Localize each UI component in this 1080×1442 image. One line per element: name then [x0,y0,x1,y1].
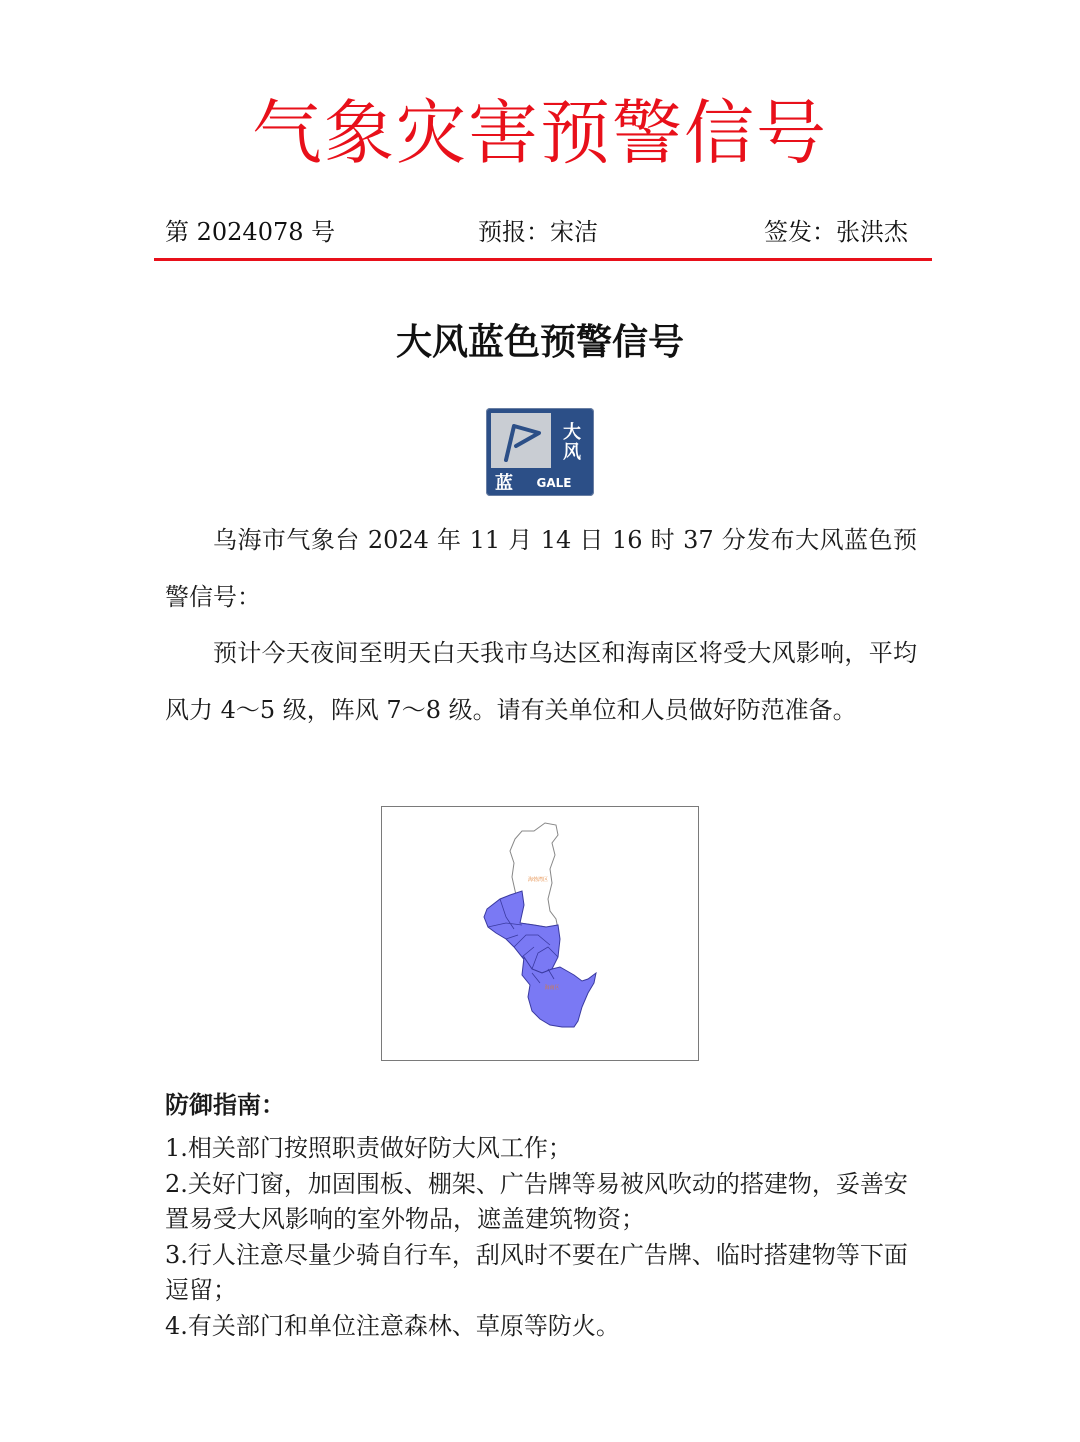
issuance-paragraph: 乌海市气象台 2024 年 11 月 14 日 16 时 37 分发布大风蓝色预警信号： [165,526,917,611]
icon-color-char: 蓝 [495,473,513,494]
warning-title: 大风蓝色预警信号 [395,321,684,363]
header-divider [154,258,932,261]
map-label-north: 海勃湾区 [527,877,549,883]
icon-english-label: GALE [536,476,572,490]
map-label-south: 海南区 [544,985,560,991]
issuer-name: 签发：张洪杰 [764,218,908,246]
guide-item: 4.有关部门和单位注意森林、草原等防火。 [165,1312,620,1340]
guide-heading: 防御指南： [165,1090,285,1119]
document-title: 气象灾害预警信号 [252,92,828,174]
icon-char-bottom: 风 [563,442,581,463]
forecaster-name: 预报：宋洁 [478,218,598,246]
warning-area-map [381,806,699,1061]
document-number: 第 2024078 号 [165,218,336,246]
icon-panel [491,413,551,468]
guide-item: 1.相关部门按照职责做好防大风工作； [165,1134,572,1162]
gale-blue-warning-icon [486,408,594,496]
guide-item: 3.行人注意尽量少骑自行车，刮风时不要在广告牌、临时搭建物等下面逗留； [165,1241,908,1304]
forecast-paragraph: 预计今天夜间至明天白天我市乌达区和海南区将受大风影响，平均风力 4～5 级，阵风 7～8 级。请有关单位和人员做好防范准备。 [165,639,917,724]
icon-char-top: 大 [563,422,581,443]
guide-item: 2.关好门窗，加固围板、棚架、广告牌等易被风吹动的搭建物，妥善安置易受大风影响的室外物品，遮盖建筑物资； [165,1170,908,1233]
guide-list [165,1131,917,1345]
